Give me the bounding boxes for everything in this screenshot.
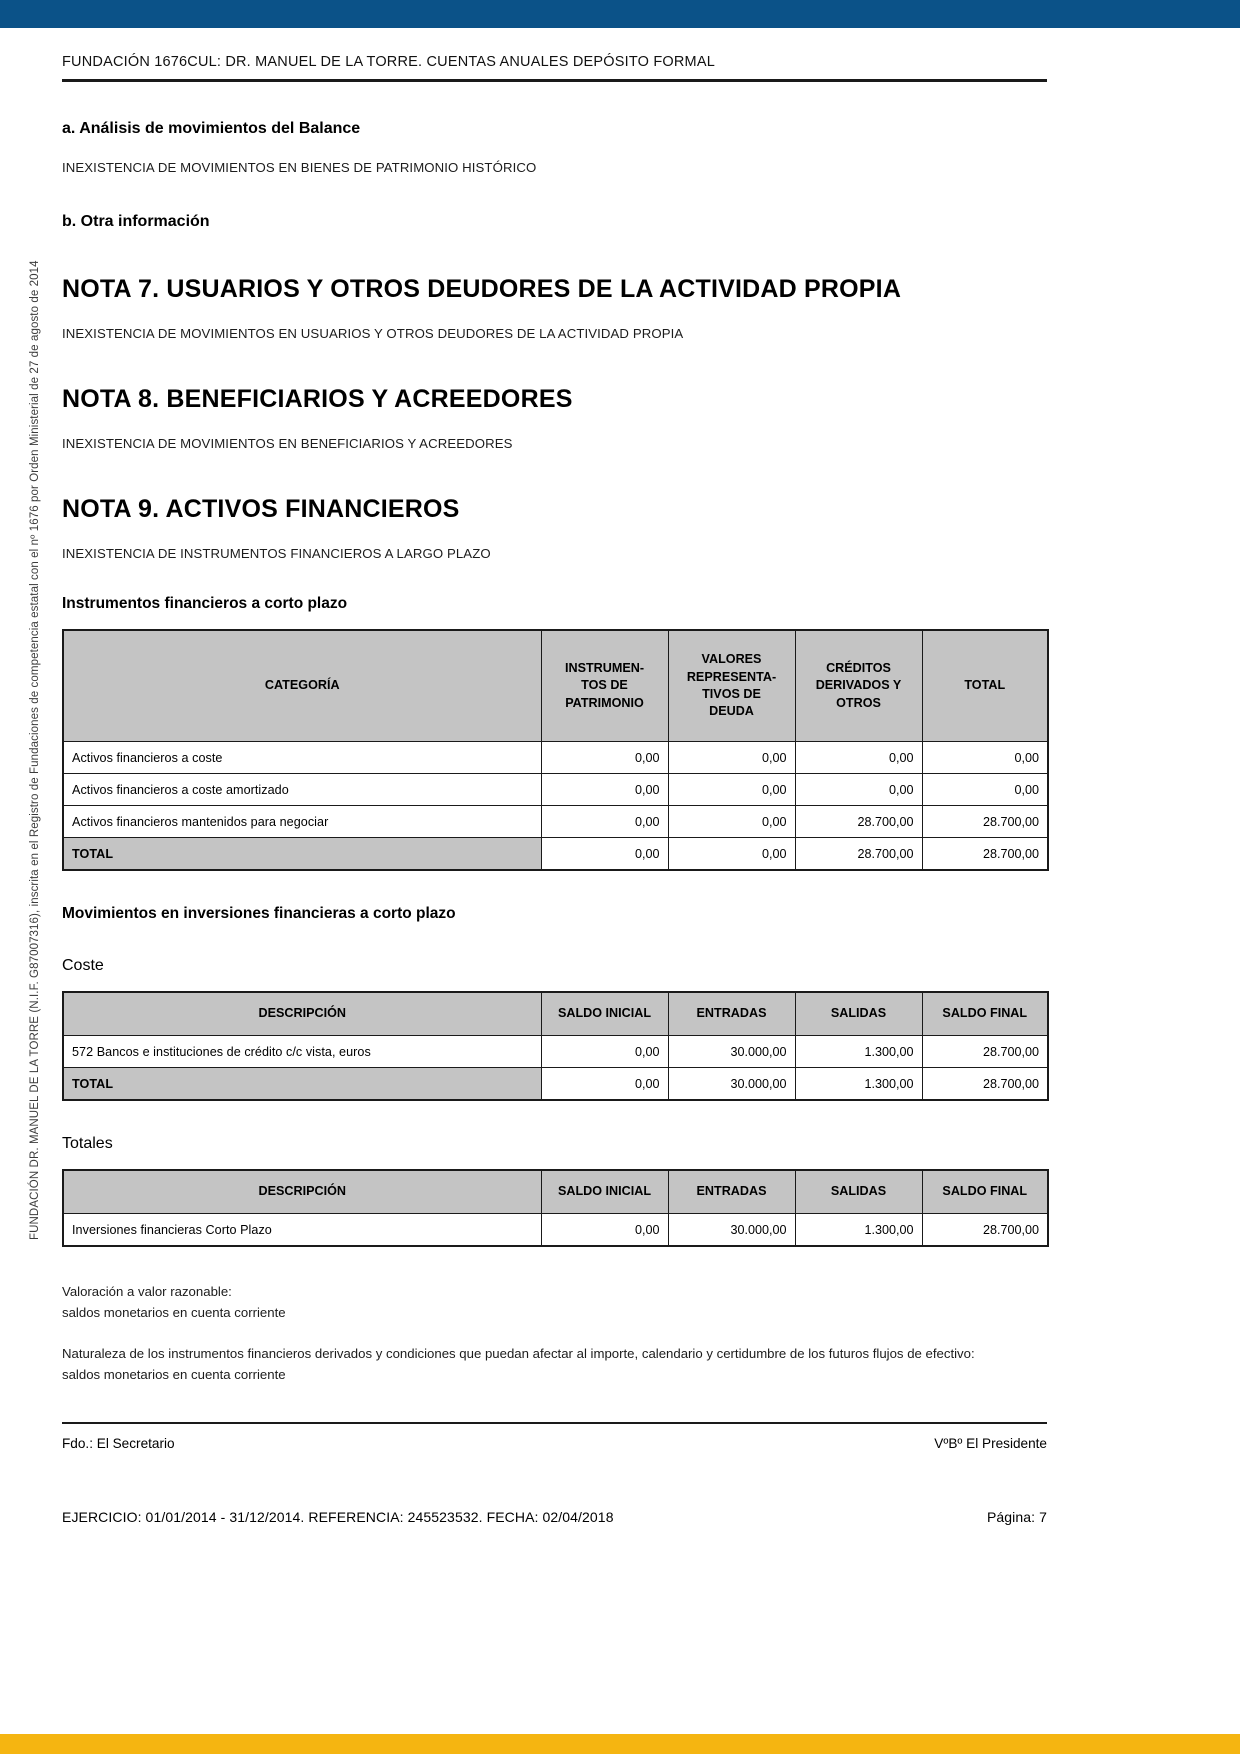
column-header-3: SALIDAS xyxy=(795,992,922,1036)
table-row xyxy=(63,806,1048,838)
signature-secretary: Fdo.: El Secretario xyxy=(62,1436,175,1451)
table-row xyxy=(63,1068,1048,1101)
column-header-4: TOTAL xyxy=(922,630,1048,742)
row-value-3: 28.700,00 xyxy=(922,806,1048,838)
heading-nota-7: NOTA 7. USUARIOS Y OTROS DEUDORES DE LA ACTIVIDAD PROPIA xyxy=(62,275,902,303)
row-value-1: 0,00 xyxy=(668,774,795,806)
caption-movimientos-inversiones: Movimientos en inversiones financieras a corto plazo xyxy=(62,905,456,922)
column-header-1: SALDO INICIAL xyxy=(541,1170,668,1214)
notes-block xyxy=(62,1281,1047,1386)
note-naturaleza-label: Naturaleza de los instrumentos financieros derivados y condiciones que puedan afectar al importe, calendario y certidumbre de los futuros flujos de efectivo: xyxy=(62,1345,975,1361)
row-value-1: 0,00 xyxy=(668,742,795,774)
caption-coste: Coste xyxy=(62,957,104,974)
table-coste xyxy=(62,991,1049,1101)
table-row xyxy=(63,1036,1048,1068)
row-value-1: 30.000,00 xyxy=(668,1214,795,1247)
signature-divider xyxy=(62,1422,1047,1424)
row-value-2: 0,00 xyxy=(795,774,922,806)
text-nota-8: INEXISTENCIA DE MOVIMIENTOS EN BENEFICIARIOS Y ACREEDORES xyxy=(62,436,513,451)
heading-nota-9: NOTA 9. ACTIVOS FINANCIEROS xyxy=(62,495,460,523)
heading-nota-8: NOTA 8. BENEFICIARIOS Y ACREEDORES xyxy=(62,385,573,413)
row-description: Inversiones financieras Corto Plazo xyxy=(63,1214,541,1247)
column-header-0: DESCRIPCIÓN xyxy=(63,1170,541,1214)
column-header-1: SALDO INICIAL xyxy=(541,992,668,1036)
row-value-1: 30.000,00 xyxy=(668,1068,795,1101)
signature-president: VºBº El Presidente xyxy=(934,1436,1047,1451)
note-valoracion-value: saldos monetarios en cuenta corriente xyxy=(62,1305,286,1321)
row-value-3: 0,00 xyxy=(922,774,1048,806)
row-value-3: 28.700,00 xyxy=(922,1068,1048,1101)
table-totales-head xyxy=(63,1170,1048,1214)
table-row xyxy=(63,774,1048,806)
notes-spacer xyxy=(62,1324,1047,1343)
page-footer xyxy=(62,1509,1047,1525)
note-valoracion-label: Valoración a valor razonable: xyxy=(62,1284,232,1299)
row-description: TOTAL xyxy=(63,838,541,871)
row-value-3: 28.700,00 xyxy=(922,1036,1048,1068)
text-nota-7: INEXISTENCIA DE MOVIMIENTOS EN USUARIOS Y OTROS DEUDORES DE LA ACTIVIDAD PROPIA xyxy=(62,326,684,341)
row-value-0: 0,00 xyxy=(541,1036,668,1068)
heading-a-analisis: a. Análisis de movimientos del Balance xyxy=(62,120,361,137)
text-nota-9: INEXISTENCIA DE INSTRUMENTOS FINANCIEROS A LARGO PLAZO xyxy=(62,546,491,561)
document-header: FUNDACIÓN 1676CUL: DR. MANUEL DE LA TORRE. CUENTAS ANUALES DEPÓSITO FORMAL xyxy=(62,28,1047,82)
caption-instrumentos-corto-plazo: Instrumentos financieros a corto plazo xyxy=(62,595,348,612)
footer-page-number: Página: 7 xyxy=(986,1509,1047,1525)
column-header-4: SALDO FINAL xyxy=(922,992,1048,1036)
row-value-0: 0,00 xyxy=(541,1068,668,1101)
row-description: Activos financieros mantenidos para negociar xyxy=(63,806,541,838)
table-row xyxy=(63,1214,1048,1247)
row-value-0: 0,00 xyxy=(541,806,668,838)
row-value-0: 0,00 xyxy=(541,1214,668,1247)
column-header-2: VALORES REPRESENTA- TIVOS DE DEUDA xyxy=(668,630,795,742)
row-value-0: 0,00 xyxy=(541,838,668,871)
row-description: Activos financieros a coste xyxy=(63,742,541,774)
table-instrumentos-head xyxy=(63,630,1048,742)
column-header-4: SALDO FINAL xyxy=(922,1170,1048,1214)
table-coste-head xyxy=(63,992,1048,1036)
row-value-2: 1.300,00 xyxy=(795,1036,922,1068)
column-header-0: DESCRIPCIÓN xyxy=(63,992,541,1036)
table-instrumentos-financieros xyxy=(62,629,1049,871)
table-coste-body xyxy=(63,1036,1048,1101)
table-header-row xyxy=(63,630,1048,742)
row-value-1: 0,00 xyxy=(668,838,795,871)
document-page xyxy=(0,28,1240,1734)
heading-b-otra-informacion: b. Otra información xyxy=(62,213,210,230)
row-value-2: 28.700,00 xyxy=(795,806,922,838)
footer-exercise-info: EJERCICIO: 01/01/2014 - 31/12/2014. REFERENCIA: 245523532. FECHA: 02/04/2018 xyxy=(62,1509,614,1525)
row-value-3: 0,00 xyxy=(922,742,1048,774)
table-totales-body xyxy=(63,1214,1048,1247)
top-decorative-bar xyxy=(0,0,1240,28)
column-header-0: CATEGORÍA xyxy=(63,630,541,742)
table-row xyxy=(63,742,1048,774)
text-a-analisis: INEXISTENCIA DE MOVIMIENTOS EN BIENES DE PATRIMONIO HISTÓRICO xyxy=(62,160,537,175)
column-header-2: ENTRADAS xyxy=(668,1170,795,1214)
row-value-0: 0,00 xyxy=(541,774,668,806)
caption-totales: Totales xyxy=(62,1135,113,1152)
table-row xyxy=(63,838,1048,871)
table-instrumentos-body xyxy=(63,742,1048,871)
row-value-1: 0,00 xyxy=(668,806,795,838)
column-header-3: CRÉDITOS DERIVADOS Y OTROS xyxy=(795,630,922,742)
bottom-decorative-bar xyxy=(0,1734,1240,1754)
table-header-row xyxy=(63,1170,1048,1214)
row-description: Activos financieros a coste amortizado xyxy=(63,774,541,806)
signature-row xyxy=(62,1436,1047,1451)
column-header-3: SALIDAS xyxy=(795,1170,922,1214)
column-header-2: ENTRADAS xyxy=(668,992,795,1036)
table-totales xyxy=(62,1169,1049,1247)
document-content xyxy=(62,28,1047,1386)
row-value-2: 0,00 xyxy=(795,742,922,774)
row-value-3: 28.700,00 xyxy=(922,838,1048,871)
row-description: TOTAL xyxy=(63,1068,541,1101)
note-naturaleza-value: saldos monetarios en cuenta corriente xyxy=(62,1367,286,1383)
column-header-1: INSTRUMEN- TOS DE PATRIMONIO xyxy=(541,630,668,742)
row-value-2: 28.700,00 xyxy=(795,838,922,871)
row-description: 572 Bancos e instituciones de crédito c/c vista, euros xyxy=(63,1036,541,1068)
table-header-row xyxy=(63,992,1048,1036)
row-value-0: 0,00 xyxy=(541,742,668,774)
row-value-3: 28.700,00 xyxy=(922,1214,1048,1247)
row-value-2: 1.300,00 xyxy=(795,1068,922,1101)
sidebar-legal-text: FUNDACIÓN DR. MANUEL DE LA TORRE (N.I.F. G87007316), inscrita en el Registro de Fundaciones de competencia estatal con el nº 1676 por Orden Ministerial de 27 de agosto de 2014 xyxy=(29,260,41,1240)
row-value-2: 1.300,00 xyxy=(795,1214,922,1247)
row-value-1: 30.000,00 xyxy=(668,1036,795,1068)
